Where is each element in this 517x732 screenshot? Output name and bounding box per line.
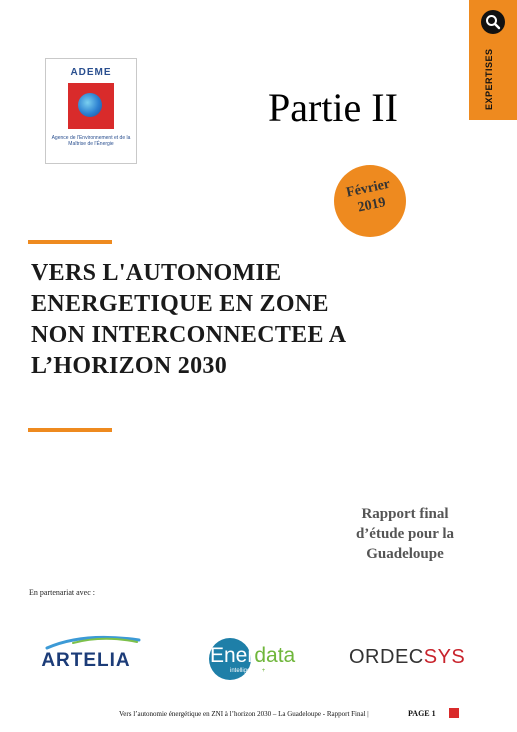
enerdata-ener: Ener [210, 644, 255, 667]
enerdata-sub-plus: + [261, 668, 266, 674]
enerdata-sub-b: consulting [266, 668, 294, 674]
report-subtitle-line: Rapport final [361, 506, 449, 522]
report-subtitle [320, 504, 490, 564]
document-title-line: L’HORIZON 2030 [31, 353, 228, 379]
accent-bar-top [28, 240, 112, 244]
partners-label: En partenariat avec : [29, 588, 95, 597]
page-number: PAGE 1 [408, 709, 436, 718]
ademe-logo-tagline: Agence de l'Environnement et de la Maîtrise de l'Énergie [51, 135, 131, 147]
artelia-swoosh-icon [43, 632, 143, 652]
expertises-tab[interactable] [469, 0, 517, 120]
ordecsys-part2: SYS [423, 646, 466, 668]
document-title-line: VERS L'AUTONOMIE [31, 260, 282, 286]
date-badge-text [331, 173, 408, 221]
enerdata-logo-sub [230, 668, 294, 674]
ordecsys-logo [349, 646, 465, 669]
footer-text: Vers l’autonomie énergétique en ZNI à l’horizon 2030 – La Guadeloupe - Rapport Final | [119, 710, 369, 718]
report-subtitle-line: Guadeloupe [366, 546, 444, 562]
part-title: Partie II [268, 85, 398, 130]
accent-bar-bottom [28, 428, 112, 432]
enerdata-logo [206, 636, 302, 684]
ademe-mini-icon [449, 708, 459, 718]
enerdata-data: data [254, 644, 296, 667]
date-badge [334, 165, 406, 237]
search-icon[interactable] [481, 10, 505, 34]
enerdata-logo-text [210, 644, 295, 668]
expertises-label: EXPERTISES [484, 48, 494, 110]
report-subtitle-line: d’étude pour la [355, 526, 455, 542]
document-title-line: ENERGETIQUE EN ZONE [31, 291, 329, 317]
artelia-logo-text: ARTELIA [41, 650, 131, 671]
document-title [31, 258, 451, 382]
ademe-logo [45, 58, 137, 164]
ademe-logo-square [68, 83, 114, 129]
ordecsys-part1: ORDEC [349, 646, 424, 668]
date-year: 2019 [356, 195, 388, 216]
date-month: Février [345, 176, 392, 201]
artelia-logo [25, 632, 147, 676]
enerdata-sub-a: intelligence [230, 668, 261, 674]
ademe-logo-name: ADEME [70, 67, 112, 78]
document-title-line: NON INTERCONNECTEE A [31, 322, 347, 348]
globe-icon [78, 93, 102, 117]
